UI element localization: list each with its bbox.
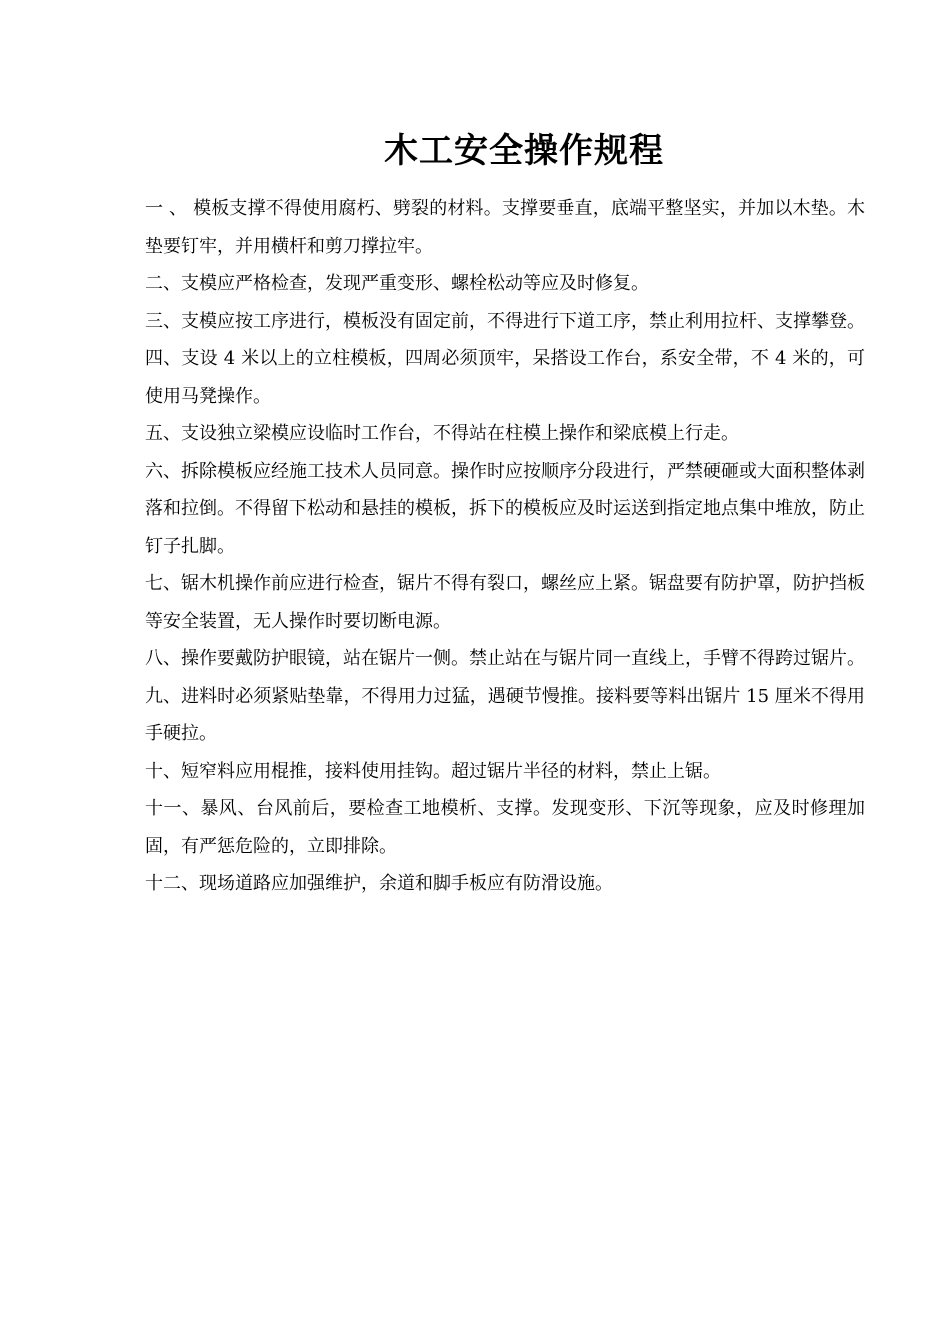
rule-item-1: 一 、 模板支撑不得使用腐朽、劈裂的材料。支撑要垂直，底端平整坚实，并加以木垫。木垫要钉牢，并用横杆和剪刀撑拉牢。	[145, 198, 865, 257]
rule-item-7: 七、锯木机操作前应进行检查，锯片不得有裂口，螺丝应上紧。锯盘要有防护罩，防护挡板等安全装置，无人操作时要切断电源。	[145, 573, 865, 632]
rule-item-12: 十二、现场道路应加强维护，余道和脚手板应有防滑设施。	[145, 873, 613, 894]
rule-item-2: 二、支模应严格检查，发现严重变形、螺栓松动等应及时修复。	[145, 273, 649, 294]
rule-item-3: 三、支模应按工序进行，模板没有固定前，不得进行下道工序，禁止利用拉杆、支撑攀登。	[145, 310, 865, 332]
rule-item-4: 四、支设 4 米以上的立柱模板，四周必须顶牢，呆搭设工作台，系安全带，不 4 米的，可使用马凳操作。	[145, 348, 865, 407]
rule-item-6: 六、拆除模板应经施工技术人员同意。操作时应按顺序分段进行，严禁硬砸或大面积整体剥落和拉倒。不得留下松动和悬挂的模板，拆下的模板应及时运送到指定地点集中堆放，防止钉子扎脚。	[145, 460, 865, 557]
rules-list	[145, 190, 865, 903]
rule-item-10: 十、短窄料应用棍推，接料使用挂钩。超过锯片半径的材料，禁止上锯。	[145, 760, 721, 782]
rule-item-9: 九、进料时必须紧贴垫靠，不得用力过猛，遇硬节慢推。接料要等料出锯片 15 厘米不得用手硬拉。	[145, 685, 865, 744]
rule-item-8: 八、操作要戴防护眼镜，站在锯片一侧。禁止站在与锯片同一直线上，手臂不得跨过锯片。	[145, 648, 865, 669]
rule-item-11: 十一、暴风、台风前后，要检查工地模析、支撑。发现变形、下沉等现象，应及时修理加固，有严惩危险的，立即排除。	[145, 798, 865, 857]
rule-item-5: 五、支设独立梁模应设临时工作台，不得站在柱模上操作和梁底模上行走。	[145, 423, 739, 444]
document-title: 木工安全操作规程	[384, 131, 664, 171]
